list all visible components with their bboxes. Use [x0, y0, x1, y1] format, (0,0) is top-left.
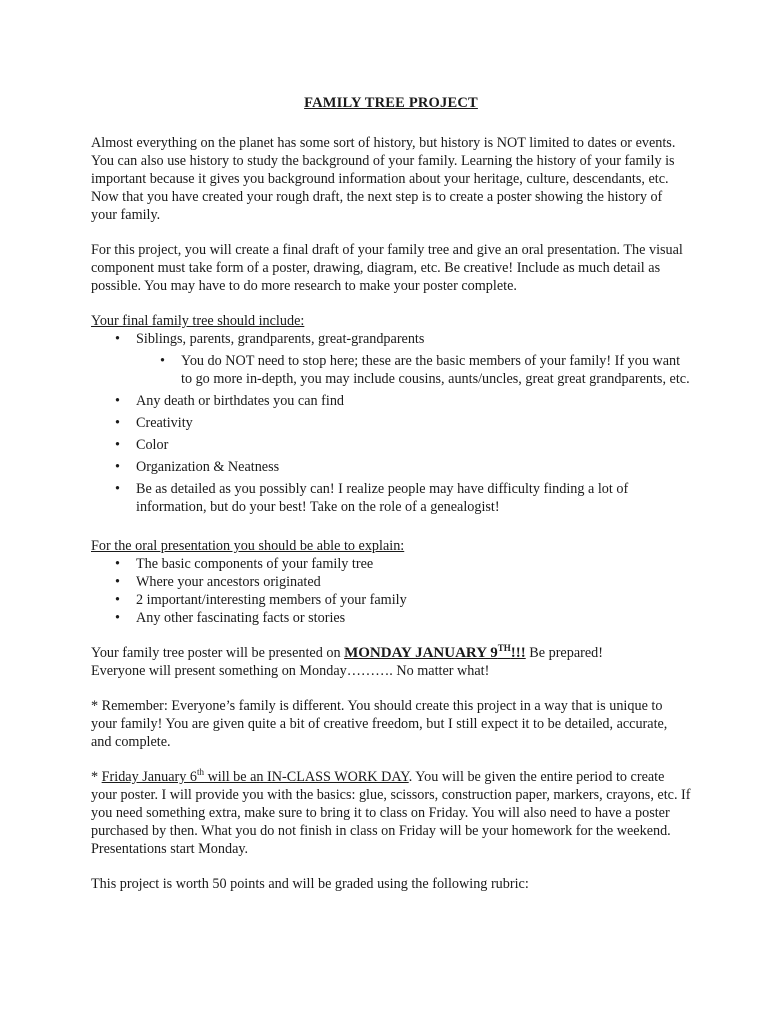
sub-list-item-text: You do NOT need to stop here; these are the basic members of your family! If you want to go more in-depth, you may include cousins, aunts/uncles, great great grandparents, etc.: [181, 353, 690, 387]
list-item: [91, 330, 691, 388]
list-item-text: Creativity: [136, 415, 193, 431]
list-item: [91, 609, 691, 627]
list-item-text: Organization & Neatness: [136, 459, 280, 475]
presentation-date: [344, 645, 526, 661]
list-item: [91, 436, 691, 454]
presentation-exclaim: !!!: [510, 645, 526, 661]
list-item: [91, 458, 691, 476]
oral-heading: For the oral presentation you should be able to explain:: [91, 538, 405, 554]
list-item-text: Siblings, parents, grandparents, great-grandparents: [136, 331, 425, 347]
workday-details: . You will be given the entire period to create your poster. I will provide you with the basics: glue, scissors, construction paper, markers, crayons, etc. If you need something extra, make sure to bring it to class on Friday. You will also need to have a poster purchased by then. What you do not finish in class on Friday will be your homework for the weekend. Presentations start Monday.: [91, 769, 691, 857]
document-title: FAMILY TREE PROJECT: [304, 95, 478, 111]
presentation-date-text: MONDAY JANUARY 9: [344, 645, 498, 661]
workday-paragraph: [91, 768, 691, 858]
include-list: [91, 330, 691, 516]
workday-date: [102, 769, 409, 785]
list-item-text: The basic components of your family tree: [136, 556, 374, 572]
list-item-text: 2 important/interesting members of your family: [136, 592, 407, 608]
list-item: [91, 414, 691, 432]
bullet-icon: •: [115, 592, 120, 608]
bullet-icon: •: [115, 610, 120, 626]
list-item: [91, 591, 691, 609]
list-item-text: Any other fascinating facts or stories: [136, 610, 346, 626]
list-item: [91, 555, 691, 573]
list-item: [91, 480, 691, 516]
bullet-icon: •: [115, 415, 120, 431]
workday-star: *: [91, 769, 102, 785]
project-description-paragraph: For this project, you will create a final draft of your family tree and give an oral presentation. The visual component must take form of a poster, drawing, diagram, etc. Be creative! Include as much detail as possible. You may have to do more research to make your poster complete.: [91, 242, 683, 294]
presentation-date-suffix: TH: [497, 643, 511, 653]
remember-paragraph: * Remember: Everyone’s family is different. You should create this project in a way that is unique to your family! You are given quite a bit of creative freedom, but I still expect it to be detailed, accurate, and complete.: [91, 698, 668, 750]
sub-list-item: [136, 352, 691, 388]
workday-date-rest: will be an IN-CLASS WORK DAY: [204, 769, 409, 785]
bullet-icon: •: [115, 437, 120, 453]
bullet-icon: •: [115, 556, 120, 572]
list-item-text: Color: [136, 437, 169, 453]
intro-paragraph: Almost everything on the planet has some sort of history, but history is NOT limited to dates or events. You can also use history to study the background of your family. Learning the history of your family is important because it gives you background information about your heritage, culture, descendants, etc. Now that you have created your rough draft, the next step is to create a poster showing the history of your family.: [91, 135, 676, 223]
grading-paragraph: This project is worth 50 points and will be graded using the following rubric:: [91, 876, 529, 892]
bullet-icon: •: [160, 353, 165, 369]
list-item-text: Where your ancestors originated: [136, 574, 321, 590]
bullet-icon: •: [115, 459, 120, 475]
oral-list: [91, 555, 691, 627]
list-item-text: Any death or birthdates you can find: [136, 393, 345, 409]
bullet-icon: •: [115, 481, 120, 497]
bullet-icon: •: [115, 574, 120, 590]
list-item: [91, 392, 691, 410]
list-item-text: Be as detailed as you possibly can! I realize people may have difficulty finding a lot of information, but do your best! Take on the role of a genealogist!: [136, 481, 629, 515]
workday-date-text: Friday January 6: [101, 769, 197, 785]
bullet-icon: •: [115, 393, 120, 409]
document-page: [91, 94, 691, 910]
include-heading: Your final family tree should include:: [91, 313, 305, 329]
list-item: [91, 573, 691, 591]
include-sub-list: [136, 352, 691, 388]
workday-date-suffix: th: [197, 767, 205, 777]
presentation-after: Be prepared!: [525, 645, 603, 661]
presentation-paragraph: [91, 644, 691, 680]
presentation-text: Your family tree poster will be presented on: [91, 645, 345, 661]
bullet-icon: •: [115, 331, 120, 347]
presentation-line-2: Everyone will present something on Monday………. No matter what!: [91, 663, 490, 679]
